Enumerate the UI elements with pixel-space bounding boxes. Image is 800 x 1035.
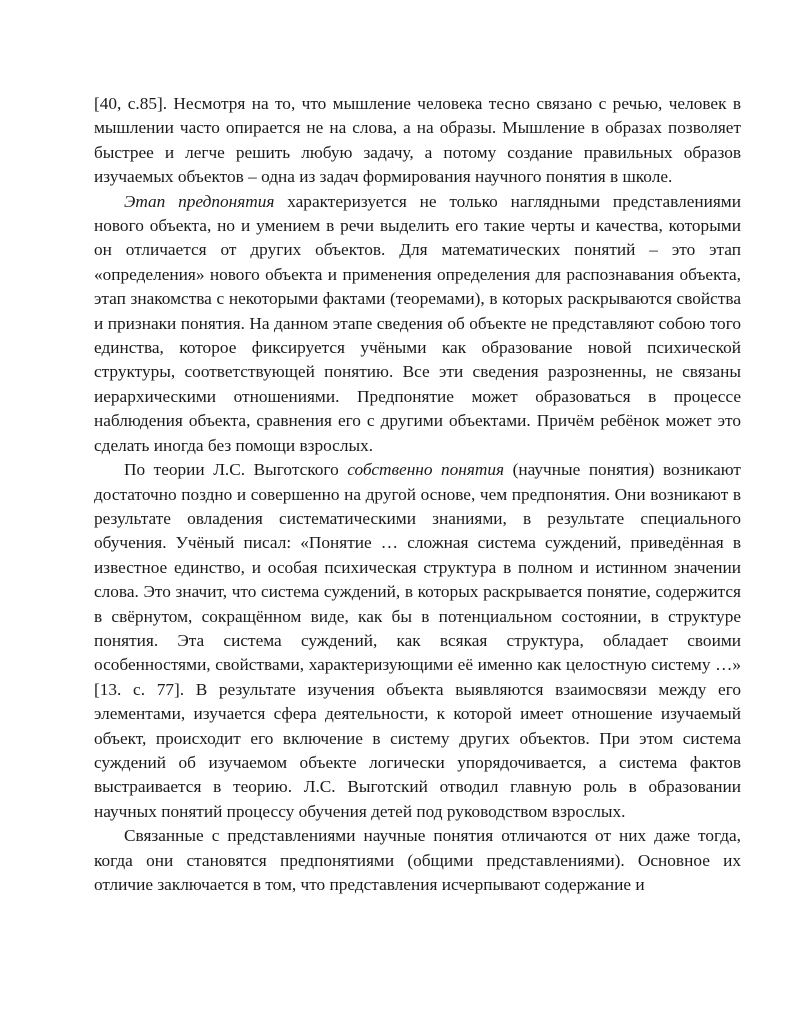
term-preconcept-stage: Этап предпонятия bbox=[124, 191, 275, 211]
paragraph-2 bbox=[94, 190, 741, 458]
paragraph-4 bbox=[94, 824, 741, 897]
paragraph-4-text: Связанные с представлениями научные понятия отличаются от них даже тогда, когда они становятся предпонятиями (общими представлениями). Основное их отличие заключается в том, что представления исчерпывают содержание и bbox=[94, 826, 741, 894]
paragraph-1-text: [40, с.85]. Несмотря на то, что мышление человека тесно связано с речью, человек в мышлении часто опирается не на слова, а на образы. Мышление в образах позволяет быстрее и легче решить любую задачу, а потому создание правильных образов изучаемых объектов – одна из задач формирования научного понятия в школе. bbox=[94, 94, 741, 187]
paragraph-3 bbox=[94, 458, 741, 824]
term-concepts-proper: собственно понятия bbox=[347, 460, 505, 480]
paragraph-1 bbox=[94, 92, 741, 190]
document-page bbox=[94, 92, 741, 897]
paragraph-2-text: характеризуется не только наглядными представлениями нового объекта, но и умением в речи выделить его такие черты и качества, которыми он отличается от других объектов. Для математических понятий – это этап «определения» нового объекта и применения определения для распознавания объекта, этап знакомства с некоторыми фактами (теоремами), в которых раскрываются свойства и признаки понятия. На данном этапе сведения об объекте не представляют собою того единства, которое фиксируется учёными как образование новой психической структуры, соответствующей понятию. Все эти сведения разрозненны, не связаны иерархическими отношениями. Предпонятие может образоваться в процессе наблюдения объекта, сравнения его с другими объектами. Причём ребёнок может это сделать иногда без помощи взрослых. bbox=[94, 191, 741, 455]
paragraph-3-lead: По теории Л.С. Выготского bbox=[124, 460, 348, 480]
paragraph-3-text: (научные понятия) возникают достаточно поздно и совершенно на другой основе, чем предпонятия. Они возникают в результате овладения систематическими знаниями, в результате специального обучения. Учёный писал: «Понятие … сложная система суждений, приведённая в известное единство, и особая психическая структура в полном и истинном значении слова. Это значит, что система суждений, в которых раскрывается понятие, содержится в свёрнутом, сокращённом виде, как бы в потенциальном состоянии, в структуре понятия. Эта система суждений, как всякая структура, обладает своими особенностями, свойствами, характеризующими её именно как целостную систему …» [13. с. 77]. В результате изучения объекта выявляются взаимосвязи между его элементами, изучается сфера деятельности, к которой имеет отношение изучаемый объект, происходит его включение в систему других объектов. При этом система суждений об изучаемом объекте логически упорядочивается, а система фактов выстраивается в теорию. Л.С. Выготский отводил главную роль в образовании научных понятий процессу обучения детей под руководством взрослых. bbox=[94, 460, 741, 821]
